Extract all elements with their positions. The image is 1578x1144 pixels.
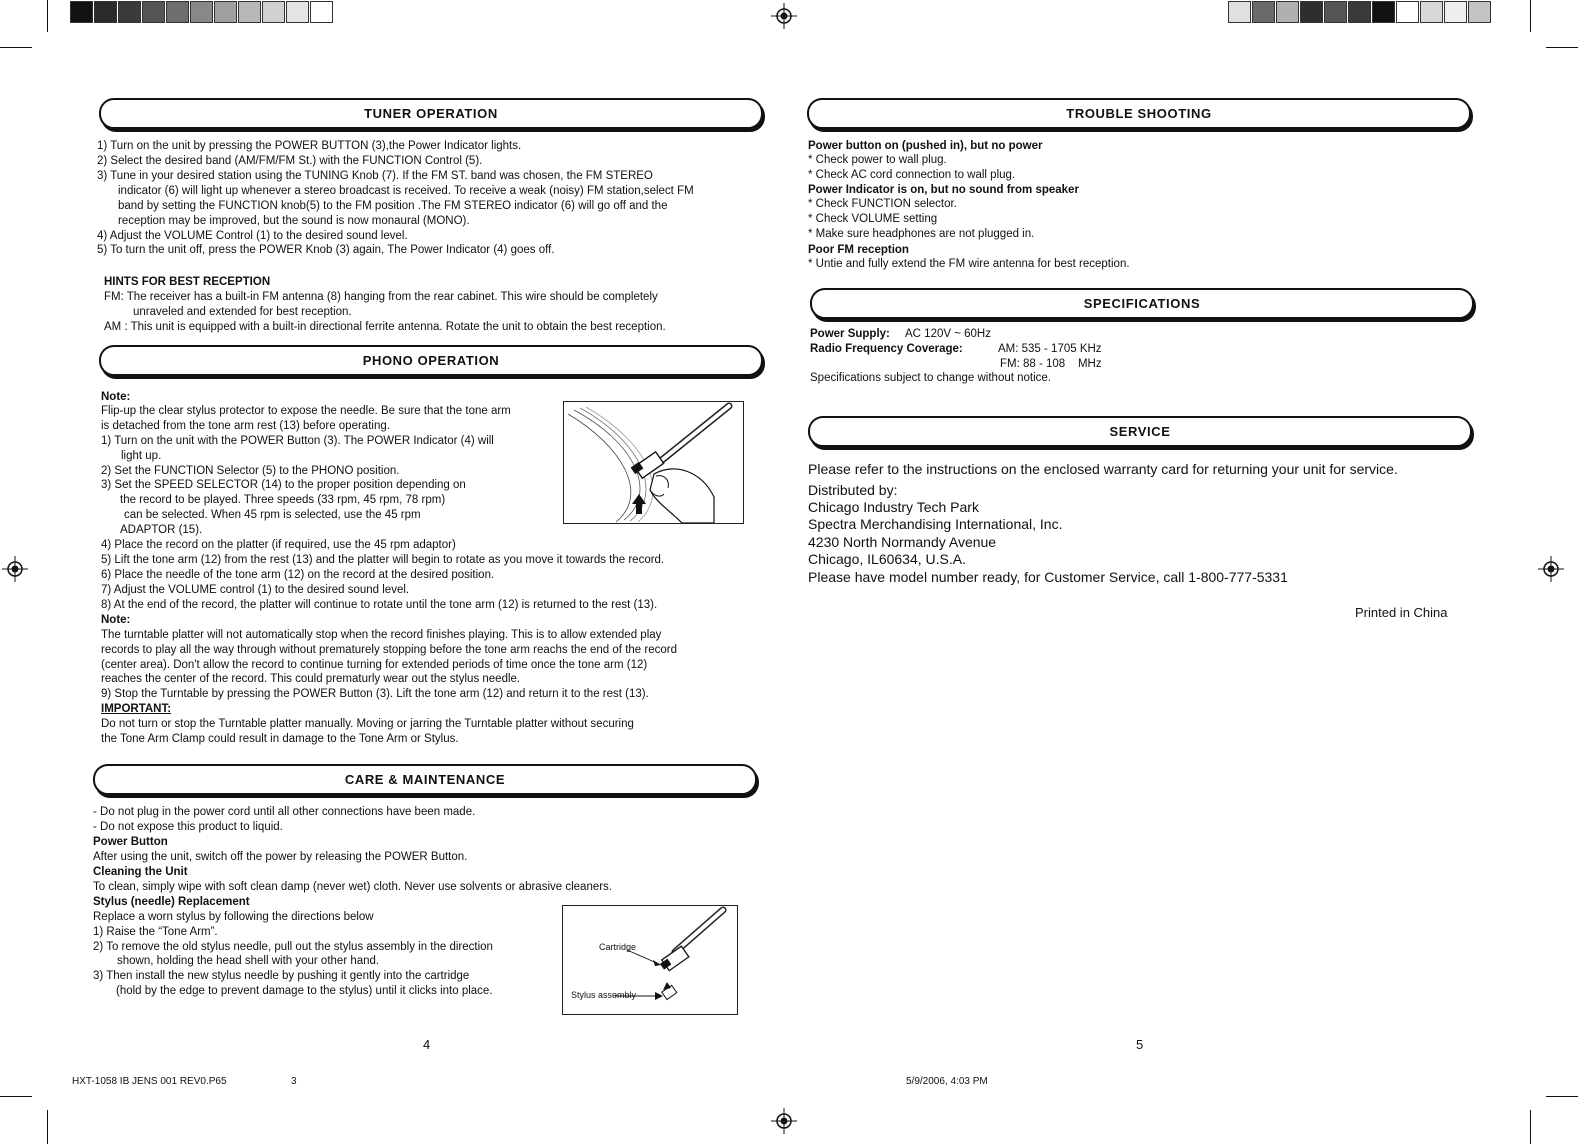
care-section-header (93, 764, 757, 795)
tone-arm-illustration (564, 402, 743, 523)
stylus-line: (hold by the edge to prevent damage to the stylus) until it clicks into place. (116, 985, 493, 997)
swatch (1324, 1, 1347, 23)
swatch (142, 1, 165, 23)
stylus-line: 3) Then install the new stylus needle by pushing it gently into the cartridge (93, 970, 470, 982)
page-number-left: 4 (423, 1037, 431, 1052)
stylus-line: 1) Raise the “Tone Arm”. (93, 926, 218, 938)
cleaning-text: To clean, simply wipe with soft clean damp (never wet) cloth. Never use solvents or abrasive cleaners. (93, 881, 613, 893)
trouble-item: Poor FM reception (808, 244, 909, 256)
section-title: SERVICE (1109, 424, 1171, 439)
phono-line: 8) At the end of the record, the platter will continue to rotate until the tone arm (12) is returned to the rest (13). (101, 599, 658, 611)
trouble-item: Power Indicator is on, but no sound from speaker (808, 184, 1079, 196)
swatch (166, 1, 189, 23)
section-title: CARE & MAINTENANCE (344, 772, 506, 787)
phono-line: can be selected. When 45 rpm is selected, use the 45 rpm (124, 509, 421, 521)
registration-mark-icon (771, 1108, 797, 1134)
phono-section-header (99, 345, 763, 376)
phono-note-line: records to play all the way through without prematurely stopping before the tone arm reachs the end of the record (101, 644, 677, 656)
stylus-line: shown, holding the head shell with your other hand. (117, 955, 380, 967)
tuner-step: indicator (6) will light up whenever a stereo broadcast is received. To receive a weak (noisy) FM station,select FM (118, 185, 694, 197)
service-line: 4230 North Normandy Avenue (808, 534, 997, 550)
swatch (94, 1, 117, 23)
section-title: PHONO OPERATION (362, 353, 500, 368)
service-line: Please have model number ready, for Customer Service, call 1-800-777-5331 (808, 569, 1288, 585)
service-line: Spectra Merchandising International, Inc. (808, 516, 1063, 532)
cartridge-label: Cartridge (599, 942, 637, 952)
tuner-step: band by setting the FUNCTION knob(5) to the FM position .The FM STEREO indicator (6) will go off and the (118, 200, 668, 212)
hints-title: HINTS FOR BEST RECEPTION (104, 276, 271, 288)
footer-page: 3 (291, 1076, 297, 1087)
phono-line: light up. (121, 450, 162, 462)
power-supply-label: Power Supply: (810, 328, 890, 340)
registration-mark-icon (1538, 556, 1564, 582)
section-title: SPECIFICATIONS (1083, 296, 1201, 311)
stylus-line: 2) To remove the old stylus needle, pull out the stylus assembly in the direction (93, 941, 493, 953)
stylus-figure (562, 905, 738, 1015)
swatch (262, 1, 285, 23)
service-line: Please refer to the instructions on the enclosed warranty card for returning your unit for service. (808, 461, 1398, 477)
specs-section-header (810, 288, 1474, 319)
tone-arm-figure (563, 401, 744, 524)
note-label: Note: (101, 614, 131, 626)
phono-line: 4) Place the record on the platter (if required, use the 45 rpm adaptor) (101, 539, 456, 551)
phono-note-line: The turntable platter will not automatically stop when the record finishes playing. This is to allow extended play (101, 629, 662, 641)
power-button-text: After using the unit, switch off the power by releasing the POWER Button. (93, 851, 468, 863)
swatch (1444, 1, 1467, 23)
trouble-item: * Untie and fully extend the FM wire antenna for best reception. (808, 258, 1130, 270)
phono-note-line: reaches the center of the record. This could prematurly wear out the stylus needle. (101, 673, 521, 685)
registration-mark-icon (2, 556, 28, 582)
tuner-section-header (99, 98, 763, 129)
service-line: Chicago Industry Tech Park (808, 499, 979, 515)
tuner-step: 1) Turn on the unit by pressing the POWER BUTTON (3),the Power Indicator lights. (97, 140, 522, 152)
phono-line: 5) Lift the tone arm (12) from the rest (13) and the platter will begin to rotate as you move it towards the record. (101, 554, 665, 566)
tuner-step: 5) To turn the unit off, press the POWER Knob (3) again, The Power Indicator (4) goes off. (97, 244, 555, 256)
trouble-item: * Make sure headphones are not plugged in. (808, 228, 1035, 240)
important-line: the Tone Arm Clamp could result in damage to the Tone Arm or Stylus. (101, 733, 459, 745)
swatch (70, 1, 93, 23)
power-supply-value: AC 120V ~ 60Hz (905, 328, 991, 340)
swatch (1300, 1, 1323, 23)
phono-line: Flip-up the clear stylus protector to expose the needle. Be sure that the tone arm (101, 405, 511, 417)
trouble-section-header (807, 98, 1471, 129)
swatch (1396, 1, 1419, 23)
fm-range-value: FM: 88 - 108 MHz (1000, 358, 1102, 370)
hint-line: unraveled and extended for best reception. (133, 306, 352, 318)
important-label: IMPORTANT: (101, 703, 172, 715)
stylus-line: Replace a worn stylus by following the directions below (93, 911, 374, 923)
specs-note: Specifications subject to change without notice. (810, 372, 1052, 384)
note-label: Note: (101, 391, 131, 403)
hint-line: AM : This unit is equipped with a built-in directional ferrite antenna. Rotate the unit to obtain the best reception. (104, 321, 666, 333)
phono-line: 6) Place the needle of the tone arm (12) on the record at the desired position. (101, 569, 495, 581)
phono-line: the record to be played. Three speeds (33 rpm, 45 rpm, 78 rpm) (120, 494, 446, 506)
tuner-step: 3) Tune in your desired station using the TUNING Knob (7). If the FM ST. band was chosen, the FM STEREO (97, 170, 653, 182)
registration-mark-icon (771, 3, 797, 29)
tuner-step: 2) Select the desired band (AM/FM/FM St.) with the FUNCTION Control (5). (97, 155, 483, 167)
swatch (1228, 1, 1251, 23)
care-bullet: - Do not expose this product to liquid. (93, 821, 283, 833)
tuner-step: 4) Adjust the VOLUME Control (1) to the desired sound level. (97, 230, 408, 242)
service-section-header (808, 416, 1472, 447)
swatch (286, 1, 309, 23)
stylus-title: Stylus (needle) Replacement (93, 896, 250, 908)
cleaning-title: Cleaning the Unit (93, 866, 188, 878)
rf-coverage-label: Radio Frequency Coverage: (810, 343, 963, 355)
section-title: TROUBLE SHOOTING (1066, 106, 1212, 121)
swatch (1252, 1, 1275, 23)
phono-line: 3) Set the SPEED SELECTOR (14) to the proper position depending on (101, 479, 466, 491)
trouble-item: * Check AC cord connection to wall plug. (808, 169, 1016, 181)
phono-line: 1) Turn on the unit with the POWER Button (3). The POWER Indicator (4) will (101, 435, 494, 447)
page-number-right: 5 (1136, 1037, 1144, 1052)
swatch (310, 1, 333, 23)
swatch (1468, 1, 1491, 23)
phono-line: 7) Adjust the VOLUME control (1) to the desired sound level. (101, 584, 410, 596)
swatch (1420, 1, 1443, 23)
swatch (1276, 1, 1299, 23)
swatch (1348, 1, 1371, 23)
swatch (238, 1, 261, 23)
section-title: TUNER OPERATION (364, 106, 498, 121)
trouble-item: Power button on (pushed in), but no power (808, 140, 1043, 152)
footer-date: 5/9/2006, 4:03 PM (906, 1076, 988, 1087)
hint-line: FM: The receiver has a built-in FM antenna (8) hanging from the rear cabinet. This wire should be completely (104, 291, 658, 303)
care-bullet: - Do not plug in the power cord until all other connections have been made. (93, 806, 476, 818)
trouble-item: * Check power to wall plug. (808, 154, 947, 166)
phono-line: ADAPTOR (15). (120, 524, 203, 536)
service-line: Chicago, IL60634, U.S.A. (808, 551, 966, 567)
swatch (1372, 1, 1395, 23)
phono-line: is detached from the tone arm rest (13) before operating. (101, 420, 390, 432)
swatch (190, 1, 213, 23)
printed-in: Printed in China (1355, 605, 1448, 620)
trouble-item: * Check FUNCTION selector. (808, 198, 957, 210)
trouble-item: * Check VOLUME setting (808, 213, 938, 225)
important-line: Do not turn or stop the Turntable platter manually. Moving or jarring the Turntable platter without securing (101, 718, 634, 730)
phono-note-line: (center area). Don't allow the record to continue turning for extended periods of time once the tone arm (12) (101, 659, 648, 671)
am-range-value: AM: 535 - 1705 KHz (998, 343, 1102, 355)
swatch (118, 1, 141, 23)
swatch (214, 1, 237, 23)
stylus-assembly-label: Stylus assembly (571, 990, 637, 1000)
phono-line: 2) Set the FUNCTION Selector (5) to the PHONO position. (101, 465, 400, 477)
phono-note-line: 9) Stop the Turntable by pressing the POWER Button (3). Lift the tone arm (12) and return it to the rest (13). (101, 688, 649, 700)
footer-filename: HXT-1058 IB JENS 001 REV0.P65 (72, 1076, 227, 1087)
service-line: Distributed by: (808, 482, 898, 498)
power-button-title: Power Button (93, 836, 168, 848)
tuner-step: reception may be improved, but the sound is now monaural (MONO). (118, 215, 470, 227)
